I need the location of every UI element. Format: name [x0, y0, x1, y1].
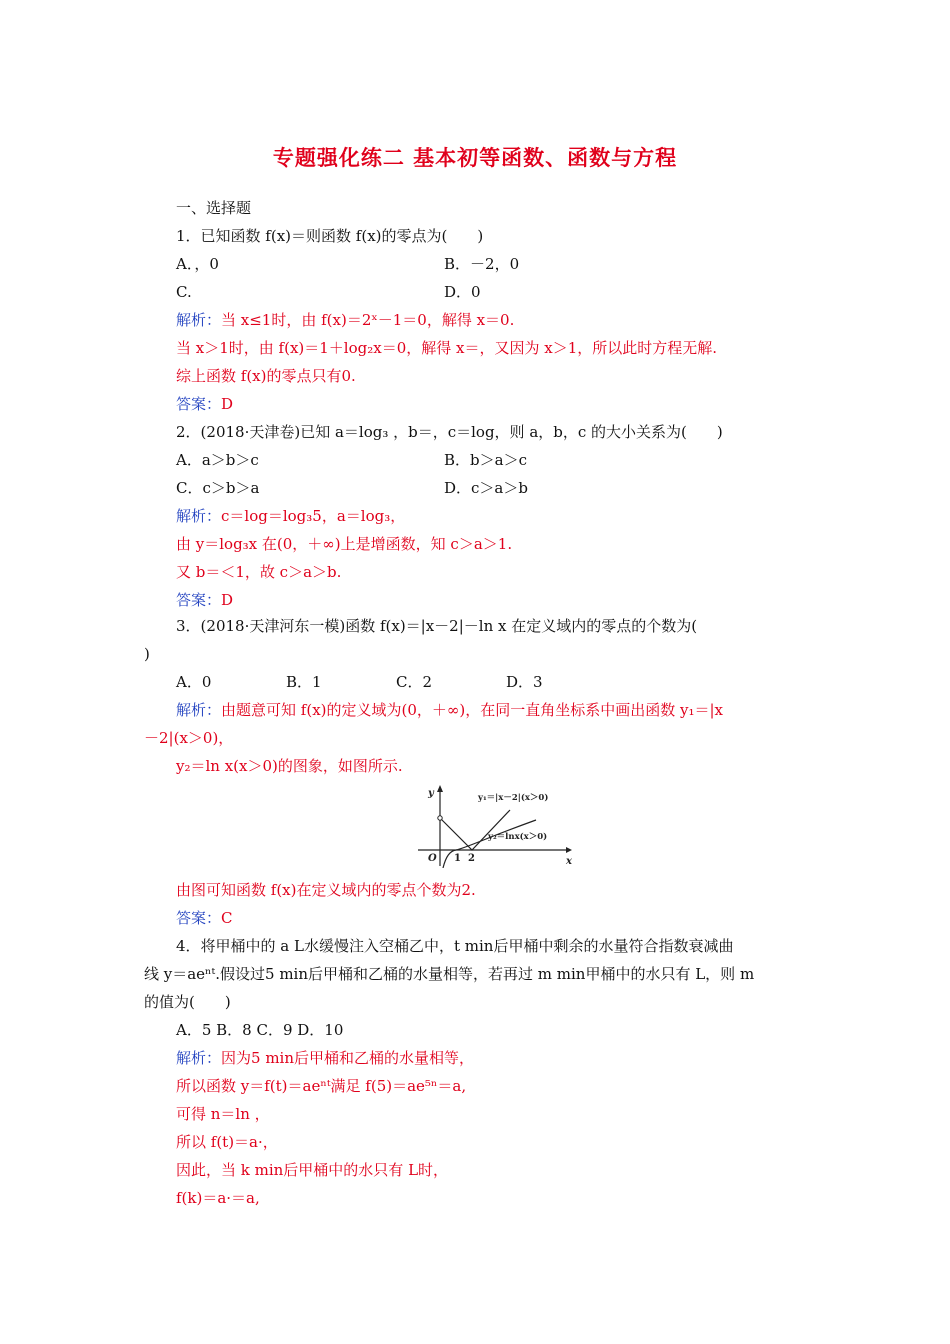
- function-graph-figure: [416, 784, 576, 868]
- solution-label: 解析：: [176, 507, 222, 525]
- q2-stem: 2．(2018·天津卷)已知 a＝log₃ ，b＝，c＝log，则 a，b，c 的大小关系为( ): [176, 423, 723, 441]
- q4-stem: 4．将甲桶中的 a L水缓慢注入空桶乙中，t min后甲桶中剩余的水量符合指数衰减曲: [176, 937, 734, 955]
- page-title: 专题强化练二 基本初等函数、函数与方程: [272, 146, 678, 170]
- q3-solution-line-4: 由图可知函数 f(x)在定义域内的零点个数为2.: [176, 881, 476, 899]
- answer-label: 答案：: [176, 909, 222, 927]
- y-axis-arrow: [437, 785, 443, 792]
- q3-option-b: B．1: [286, 673, 322, 691]
- solution-text: 当 x≤1时，由 f(x)＝2ˣ－1＝0，解得 x＝0.: [221, 311, 515, 329]
- q3-solution-line-2: －2|(x＞0)，: [144, 729, 234, 747]
- solution-label: 解析：: [176, 1049, 222, 1067]
- q2-option-b: B．b＞a＞c: [444, 451, 527, 469]
- q1-solution-line-2: 当 x＞1时，由 f(x)＝1＋log₂x＝0，解得 x＝，又因为 x＞1，所以此时方程无解.: [176, 339, 718, 357]
- q4-solution-line: [176, 1048, 474, 1068]
- q4-stem-continued: 线 y＝aeⁿᵗ.假设过5 min后甲桶和乙桶的水量相等，若再过 m min甲桶中的水只有 L，则 m: [144, 965, 755, 983]
- q3-solution-line-3: y₂＝ln x(x＞0)的图象，如图所示.: [176, 757, 403, 775]
- solution-text: c＝log＝log₃5，a＝log₃，: [221, 507, 406, 525]
- curve-y1: [442, 810, 511, 850]
- q3-answer: [176, 908, 233, 928]
- answer-label: 答案：: [176, 395, 222, 413]
- q1-answer: [176, 394, 233, 414]
- solution-text: 由题意可知 f(x)的定义域为(0，＋∞)，在同一直角坐标系中画出函数 y₁＝|x: [221, 701, 724, 719]
- q3-option-d: D．3: [506, 673, 543, 691]
- origin-label: O: [428, 853, 437, 864]
- q4-solution-line-6: f(k)＝a·＝a,: [176, 1189, 260, 1207]
- tick-label-1: 1: [454, 853, 461, 864]
- q4-solution-line-3: 可得 n＝ln ，: [176, 1105, 270, 1123]
- answer-value: D: [221, 591, 234, 609]
- solution-label: 解析：: [176, 311, 222, 329]
- q2-solution-line-2: 由 y＝log₃x 在(0，＋∞)上是增函数，知 c＞a＞1.: [176, 535, 513, 553]
- q4-options: A．5 B．8 C．9 D．10: [176, 1021, 344, 1039]
- q3-stem: 3．(2018·天津河东一模)函数 f(x)＝|x－2|－ln x 在定义域内的零点的个数为(: [176, 617, 698, 635]
- x-axis-label: x: [566, 856, 572, 867]
- q2-option-a: A．a＞b＞c: [176, 451, 259, 469]
- curve-y1-label: y₁＝|x－2|(x＞0): [478, 793, 549, 803]
- q4-solution-line-4: 所以 f(t)＝a·，: [176, 1133, 278, 1151]
- q2-solution-line: [176, 506, 405, 526]
- tick-label-2: 2: [468, 853, 475, 864]
- y-axis-label: y: [428, 788, 434, 799]
- q1-option-a: A．，0: [176, 255, 219, 273]
- q2-solution-line-3: 又 b＝＜1，故 c＞a＞b.: [176, 563, 342, 581]
- x-axis-arrow: [566, 847, 572, 853]
- solution-label: 解析：: [176, 701, 222, 719]
- q1-option-d: D．0: [444, 283, 481, 301]
- q3-option-c: C．2: [396, 673, 433, 691]
- q4-solution-line-5: 因此，当 k min后甲桶中的水只有 L时，: [176, 1161, 449, 1179]
- q2-option-d: D．c＞a＞b: [444, 479, 528, 497]
- q3-option-a: A．0: [176, 673, 212, 691]
- section-heading: 一、选择题: [176, 199, 252, 217]
- q1-stem: 1．已知函数 f(x)＝则函数 f(x)的零点为( ): [176, 227, 484, 245]
- answer-value: D: [221, 395, 234, 413]
- q3-stem-continued: ): [144, 645, 150, 663]
- q2-option-c: C．c＞b＞a: [176, 479, 260, 497]
- answer-label: 答案：: [176, 591, 222, 609]
- answer-value: C: [221, 909, 233, 927]
- q1-option-b: B．－2，0: [444, 255, 520, 273]
- curve-y2-label: y₂＝lnx(x＞0): [488, 832, 548, 842]
- q3-solution-line: [176, 700, 723, 720]
- q4-solution-line-2: 所以函数 y＝f(t)＝aeⁿᵗ满足 f(5)＝ae⁵ⁿ＝a,: [176, 1077, 467, 1095]
- solution-text: 因为5 min后甲桶和乙桶的水量相等，: [221, 1049, 475, 1067]
- q2-answer: [176, 590, 233, 610]
- q4-stem-continued-2: 的值为( ): [144, 993, 231, 1011]
- q1-solution-line: [176, 310, 514, 330]
- q1-option-c: C.: [176, 283, 192, 301]
- q1-solution-line-3: 综上函数 f(x)的零点只有0.: [176, 367, 356, 385]
